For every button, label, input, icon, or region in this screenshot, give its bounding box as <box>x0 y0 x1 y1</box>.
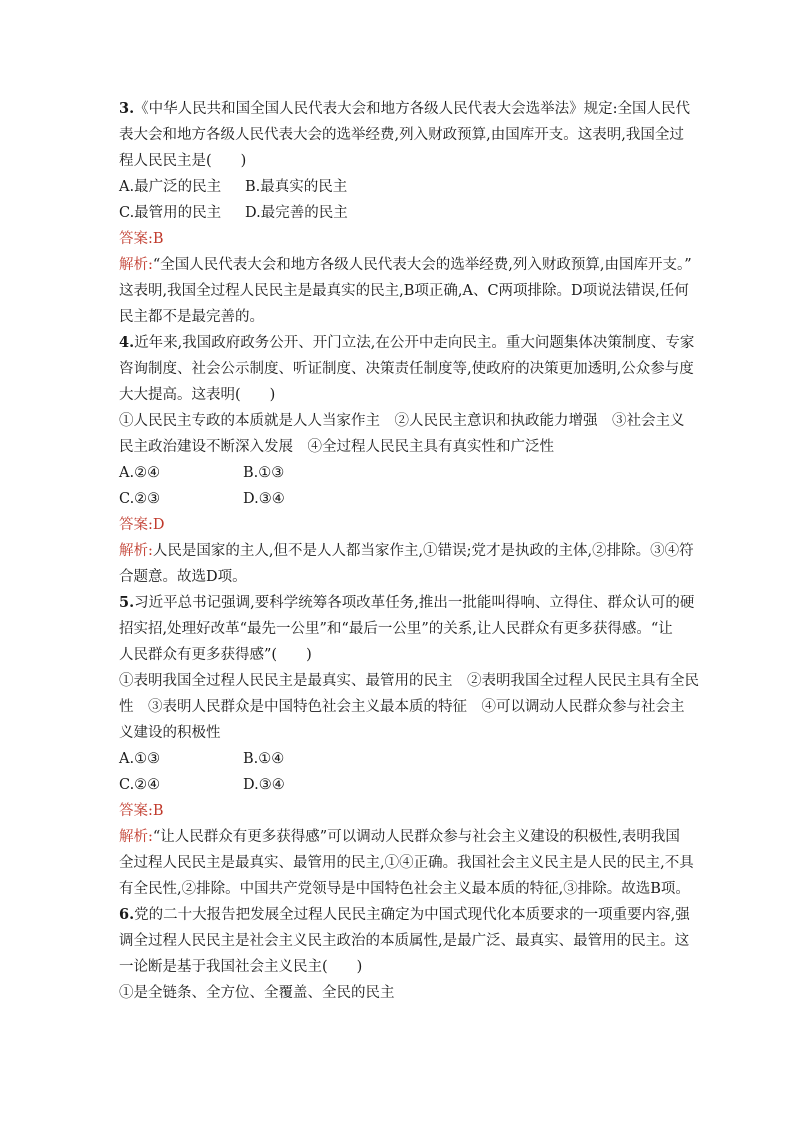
options-row <box>119 174 684 200</box>
question-text: 一论断是基于我国社会主义民主( ) <box>119 959 363 975</box>
statement-text: 民主政治建设不断深入发展 ④全过程人民民主具有真实性和广泛性 <box>119 439 554 455</box>
option-a: A.最广泛的民主 <box>119 179 222 195</box>
question-5 <box>119 590 699 902</box>
analysis-text: “让人民群众有更多获得感”可以调动人民群众参与社会主义建设的积极性,表明我国 <box>152 829 680 845</box>
option-c: C.②③ <box>119 491 161 507</box>
question-text: 程人民民主是( ) <box>119 153 247 169</box>
option-d: D.③④ <box>243 777 285 793</box>
question-text: 《中华人民共和国全国人民代表大会和地方各级人民代表大会选举法》规定:全国人民代 <box>134 101 691 117</box>
options-row <box>119 460 684 486</box>
question-6 <box>119 902 690 1006</box>
option-b: B.①④ <box>243 751 285 767</box>
option-c: C.最管用的民主 <box>119 205 222 221</box>
options-row <box>119 772 684 798</box>
question-text: 近年来,我国政府政务公开、开门立法,在公开中走向民主。重大问题集体决策制度、专家 <box>134 335 695 351</box>
option-c: C.②④ <box>119 777 161 793</box>
analysis-label: 解析: <box>119 257 153 273</box>
option-d: D.最完善的民主 <box>245 205 348 221</box>
question-text: 调全过程人民民主是社会主义民主政治的本质属性,是最广泛、最真实、最管用的民主。这 <box>119 933 690 949</box>
statement-text: ①是全链条、全方位、全覆盖、全民的民主 <box>119 985 395 1001</box>
analysis-text: “全国人民代表大会和地方各级人民代表大会的选举经费,列入财政预算,由国库开支。” <box>152 257 692 273</box>
options-row <box>119 486 684 512</box>
document-page <box>119 96 699 1006</box>
statement-text: 义建设的积极性 <box>119 725 221 741</box>
question-text: 习近平总书记强调,要科学统筹各项改革任务,推出一批能叫得响、立得住、群众认可的硬 <box>134 595 695 611</box>
analysis-text: 民主都不是最完善的。 <box>119 309 264 325</box>
question-number: 4. <box>119 334 135 351</box>
statement-text: ①人民民主专政的本质就是人人当家作主 ②人民民主意识和执政能力增强 ③社会主义 <box>119 413 685 429</box>
options-row <box>119 200 684 226</box>
question-text: 人民群众有更多获得感”( ) <box>119 647 312 663</box>
option-b: B.①③ <box>243 465 285 481</box>
analysis-label: 解析: <box>119 829 153 845</box>
option-a: A.②④ <box>119 465 161 481</box>
question-3 <box>119 96 692 330</box>
question-text: 党的二十大报告把发展全过程人民民主确定为中国式现代化本质要求的一项重要内容,强 <box>134 907 690 923</box>
analysis-label: 解析: <box>119 543 153 559</box>
analysis-text: 这表明,我国全过程人民民主是最真实的民主,B项正确,A、C两项排除。D项说法错误,任何 <box>119 283 689 299</box>
question-text: 咨询制度、社会公示制度、听证制度、决策责任制度等,使政府的决策更加透明,公众参与度 <box>119 361 694 377</box>
option-d: D.③④ <box>243 491 285 507</box>
answer: 答案:D <box>119 517 165 533</box>
question-number: 6. <box>119 906 135 923</box>
question-text: 招实招,处理好改革“最先一公里”和“最后一公里”的关系,让人民群众有更多获得感。“让 <box>119 621 673 637</box>
question-text: 大大提高。这表明( ) <box>119 387 276 403</box>
analysis-text: 合题意。故选D项。 <box>119 569 247 585</box>
question-number: 3. <box>119 100 135 117</box>
option-a: A.①③ <box>119 751 161 767</box>
answer: 答案:B <box>119 803 164 819</box>
analysis-text: 全过程人民民主是最真实、最管用的民主,①④正确。我国社会主义民主是人民的民主,不具 <box>119 855 694 871</box>
analysis-text: 有全民性,②排除。中国共产党领导是中国特色社会主义最本质的特征,③排除。故选B项。 <box>119 881 690 897</box>
options-row <box>119 746 684 772</box>
question-number: 5. <box>119 594 135 611</box>
question-4 <box>119 330 695 590</box>
statement-text: ①表明我国全过程人民民主是最真实、最管用的民主 ②表明我国全过程人民民主具有全民 <box>119 673 699 689</box>
option-b: B.最真实的民主 <box>245 179 348 195</box>
question-text: 表大会和地方各级人民代表大会的选举经费,列入财政预算,由国库开支。这表明,我国全过 <box>119 127 684 143</box>
statement-text: 性 ③表明人民群众是中国特色社会主义最本质的特征 ④可以调动人民群众参与社会主 <box>119 699 685 715</box>
answer: 答案:B <box>119 231 164 247</box>
analysis-text: 人民是国家的主人,但不是人人都当家作主,①错误;党才是执政的主体,②排除。③④符 <box>152 543 694 559</box>
